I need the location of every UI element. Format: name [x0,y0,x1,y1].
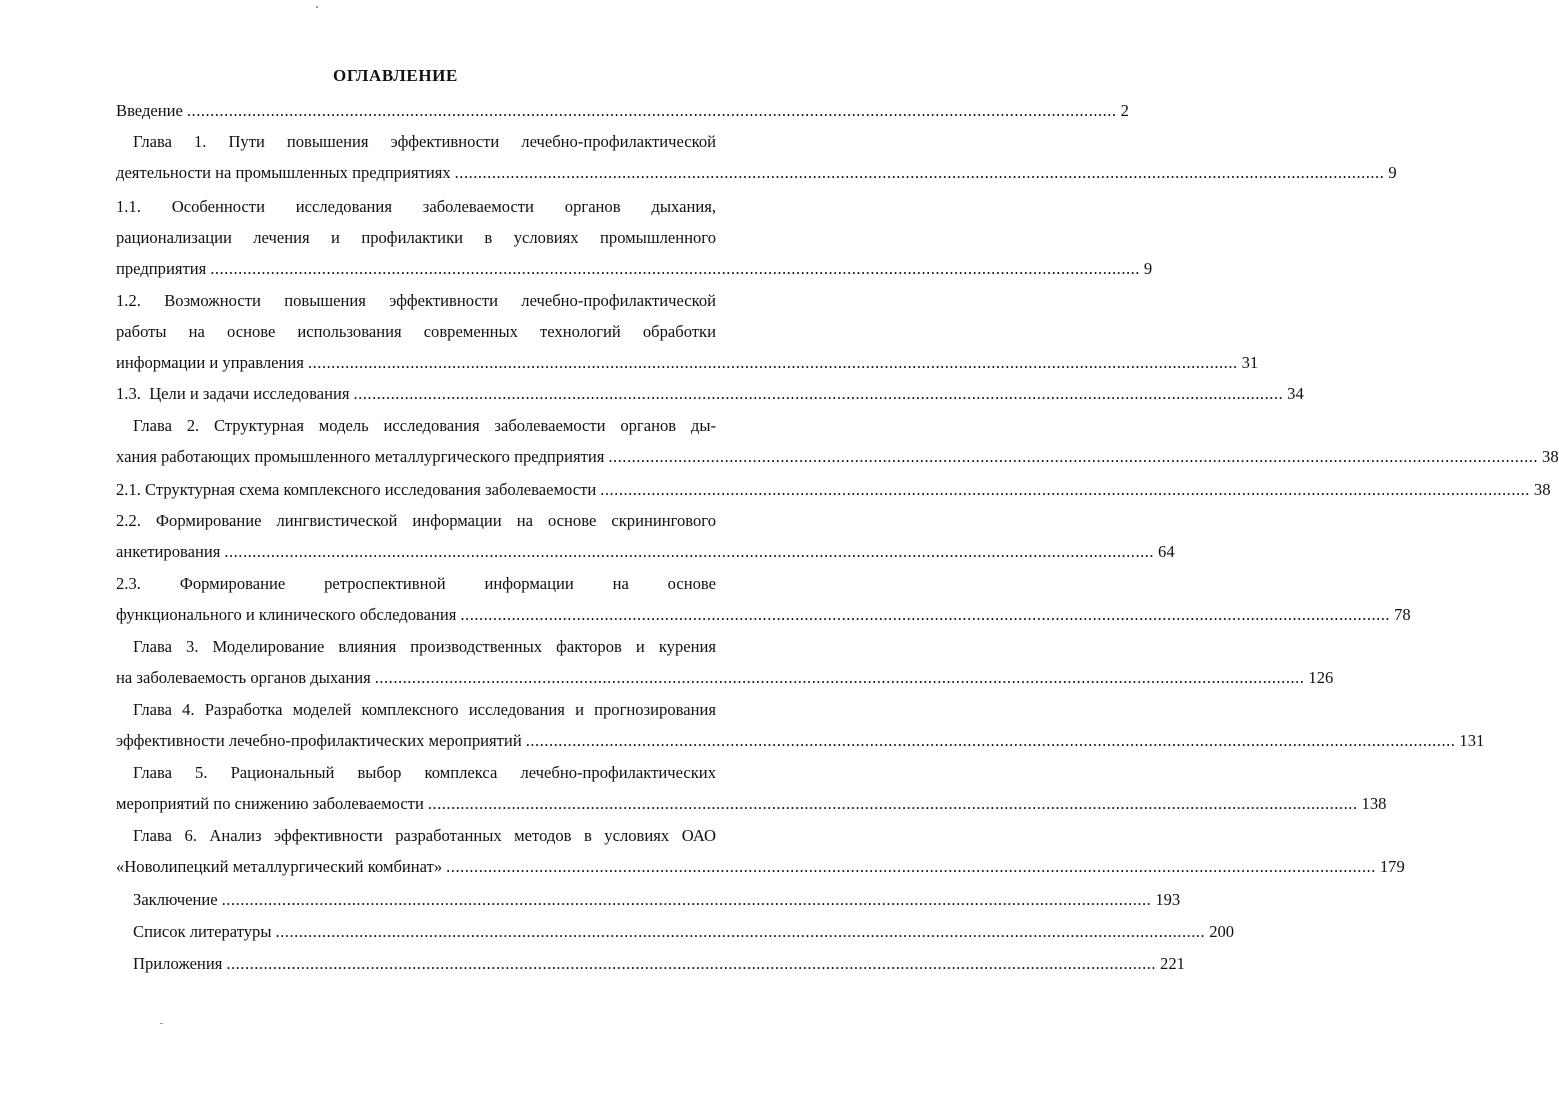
toc-entry-chapter-6[interactable]: Глава 6. Анализ эффективности разработанных методов в условиях ОАО [133,826,716,845]
toc-entry-section-1-1-cont: рационализации лечения и профилактики в условиях промышленного [116,228,716,247]
scan-speck [160,1023,163,1024]
toc-entry-conclusion[interactable] [133,888,1181,912]
toc-entry-text: 1.3. Цели и задачи исследования [116,384,350,403]
toc-page-number: 179 [1379,857,1405,876]
toc-entry-text: мероприятий по снижению заболеваемости [116,794,424,813]
toc-entry-text: Заключение [133,890,218,909]
dot-leader: ........................................................................................................................................................................................................ [275,922,1206,941]
toc-entry-section-2-1[interactable] [116,478,1551,502]
toc-page-number: 38 [1542,447,1559,466]
toc-entry-appendices[interactable] [133,952,1185,976]
toc-entry-text: Введение [116,101,183,120]
dot-leader: ........................................................................................................................................................................................................ [210,259,1140,278]
toc-entry-section-1-2-end[interactable] [116,351,1259,375]
toc-entry-chapter-4-cont[interactable] [116,729,1485,753]
toc-entry-chapter-2-cont[interactable] [116,445,1559,469]
toc-entry-chapter-1[interactable]: Глава 1. Пути повышения эффективности лечебно-профилактической [133,132,716,151]
toc-entry-text: Приложения [133,954,223,973]
dot-leader: ........................................................................................................................................................................................................ [446,857,1376,876]
toc-entry-chapter-5-cont[interactable] [116,792,1387,816]
toc-entry-chapter-6-cont[interactable] [116,855,1405,879]
toc-entry-section-2-3-cont[interactable] [116,603,1411,627]
toc-entry-section-2-2[interactable]: 2.2. Формирование лингвистической информации на основе скринингового [116,511,716,530]
toc-entry-section-1-1[interactable]: 1.1. Особенности исследования заболеваемости органов дыхания, [116,197,716,216]
toc-page-number: 221 [1160,954,1185,973]
dot-leader: ........................................................................................................................................................................................................ [307,353,1238,372]
toc-page-number: 138 [1361,794,1387,813]
toc-entry-text: анкетирования [116,542,221,561]
toc-page-number: 64 [1158,542,1175,561]
toc-entry-chapter-1-cont[interactable] [116,161,1397,185]
dot-leader: ........................................................................................................................................................................................................ [224,542,1155,561]
toc-entry-section-1-3[interactable] [116,382,1304,406]
dot-leader: ........................................................................................................................................................................................................ [353,384,1284,403]
toc-page-number: 78 [1394,605,1411,624]
dot-leader: ........................................................................................................................................................................................................ [460,605,1391,624]
toc-entry-section-1-2[interactable]: 1.2. Возможности повышения эффективности лечебно-профилактической [116,291,716,310]
toc-entry-text: хания работающих промышленного металлургического предприятия [116,447,605,466]
toc-entry-section-1-2-cont: работы на основе использования современных технологий обработки [116,322,716,341]
toc-page-number: 38 [1533,480,1551,499]
dot-leader: ........................................................................................................................................................................................................ [608,447,1539,466]
toc-title: ОГЛАВЛЕНИЕ [333,66,458,85]
dot-leader: ........................................................................................................................................................................................................ [600,480,1530,499]
toc-entry-chapter-2[interactable]: Глава 2. Структурная модель исследования заболеваемости органов ды- [133,416,716,435]
toc-entry-text: 2.1. Структурная схема комплексного исследования заболеваемости [116,480,597,499]
toc-entry-text: «Новолипецкий металлургический комбинат» [116,857,443,876]
dot-leader: ........................................................................................................................................................................................................ [226,954,1157,973]
toc-page-number: 126 [1308,668,1334,687]
toc-entry-text: Список литературы [133,922,272,941]
dot-leader: ........................................................................................................................................................................................................ [454,163,1385,182]
toc-entry-text: на заболеваемость органов дыхания [116,668,371,687]
toc-entry-text: предприятия [116,259,207,278]
dot-leader: ........................................................................................................................................................................................................ [427,794,1358,813]
toc-entry-chapter-4[interactable]: Глава 4. Разработка моделей комплексного исследования и прогнозирования [133,700,716,719]
toc-entry-section-2-3[interactable]: 2.3. Формирование ретроспективной информации на основе [116,574,716,593]
dot-leader: ........................................................................................................................................................................................................ [186,101,1117,120]
toc-page-number: 131 [1459,731,1485,750]
scan-speck [316,6,318,8]
toc-page-number: 2 [1120,101,1129,120]
toc-page-number: 193 [1155,890,1181,909]
toc-entry-bibliography[interactable] [133,920,1235,944]
dot-leader: ........................................................................................................................................................................................................ [374,668,1305,687]
toc-entry-section-2-2-cont[interactable] [116,540,1175,564]
toc-entry-section-1-1-end[interactable] [116,257,1153,281]
toc-page-number: 34 [1287,384,1304,403]
toc-page-number: 9 [1388,163,1397,182]
toc-page-number: 9 [1143,259,1153,278]
dot-leader: ........................................................................................................................................................................................................ [525,731,1456,750]
toc-entry-chapter-3-cont[interactable] [116,666,1334,690]
toc-page-number: 200 [1209,922,1235,941]
toc-entry-introduction[interactable] [116,99,1129,123]
toc-entry-text: информации и управления [116,353,304,372]
toc-entry-text: функционального и клинического обследования [116,605,457,624]
toc-page-number: 31 [1241,353,1259,372]
toc-entry-text: деятельности на промышленных предприятиях [116,163,451,182]
toc-entry-chapter-5[interactable]: Глава 5. Рациональный выбор комплекса лечебно-профилактических [133,763,716,782]
dot-leader: ........................................................................................................................................................................................................ [221,890,1152,909]
toc-entry-chapter-3[interactable]: Глава 3. Моделирование влияния производственных факторов и курения [133,637,716,656]
toc-entry-text: эффективности лечебно-профилактических мероприятий [116,731,522,750]
